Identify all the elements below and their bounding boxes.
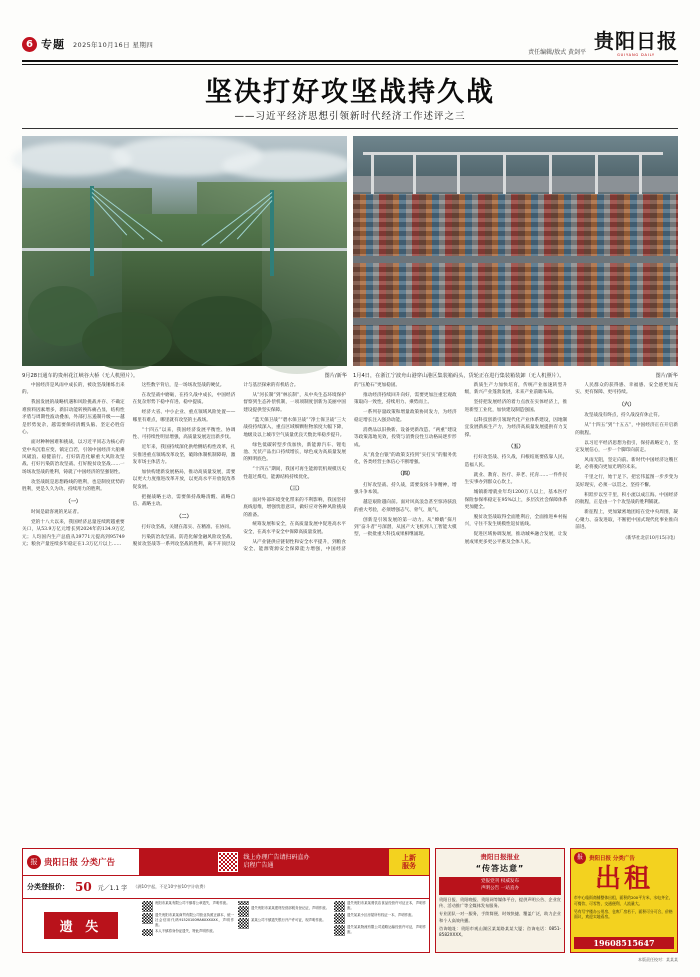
nameplate-subtitle: GUIYANG DAILY (617, 53, 655, 57)
article-paragraph: 把握战略主动，需要保持战略清醒、战略自信、战略主动。 (132, 494, 236, 508)
article-paragraph: 面对外部环境变化带来的不利影响，我国坚持底线思维，增强忧患意识，做好应对各种风险挑战的准备。 (243, 497, 346, 518)
article-subheading: （五） (508, 444, 524, 451)
article-paragraph: 以科技创新引领现代化产业体系建设，因地制宜发展新质生产力，为经济高质量发展提供有力支撑。 (464, 417, 568, 438)
article-paragraph: 积跬步以至千里，积小流以成江海。中国经济的航程，正是由一个个攻坚战的胜利铺就。 (575, 492, 678, 506)
classified-ad-title: 分类广告 (81, 858, 116, 868)
lost-notice-item (238, 906, 330, 917)
service-ad-highlight: 党报党刊 权威发布 声明公告 一站直办 (439, 877, 561, 895)
qr-code-icon[interactable] (238, 906, 249, 917)
article-paragraph: 统筹发展和安全，在高质量发展中促进高水平安全，在高水平安全中保障高质量发展。 (243, 522, 346, 535)
qr-code-icon[interactable] (334, 901, 345, 912)
headline-rule (22, 128, 678, 129)
photo-row (22, 136, 678, 379)
classified-ad-header (23, 849, 429, 876)
rate-label: 分类登报价： (27, 883, 69, 891)
article-paragraph: 新征程上，更加紧密地团结在党中央周围，凝心聚力、奋发进取，不断把中国式现代化事业推向前进。 (575, 510, 678, 530)
rental-ad-line: 另有写字楼办公用房、仓库厂房若干，面积可分可合，价格面议，欢迎实地看房。 (574, 908, 673, 920)
qr-code-icon[interactable] (238, 918, 249, 929)
classified-ad-logo (23, 849, 139, 875)
article-paragraph: 推动经济持续回升向好，需要更加注重宏观政策取向一致性，持续用力、乘势而上。 (353, 392, 457, 406)
qr-code-icon[interactable] (142, 901, 153, 912)
article-paragraph: 消费品以旧换新、设备更新改造、“两重”建设等政策落地见效，投资与消费良性互动格局逐步形成。 (353, 427, 457, 448)
article-paragraph: 促进区域协调发展，推动城乡融合发展，让发展成果更多更公平惠及全体人民。 (464, 532, 568, 545)
qr-code-icon[interactable] (218, 852, 238, 872)
article-subheading: （四） (397, 471, 414, 478)
rental-ad-header (574, 852, 674, 864)
article-paragraph: 从“真金白银”的政策支持到“实打实”的服务优化，各类经营主体信心不断增强。 (353, 452, 457, 465)
article-paragraph: 脱贫攻坚战取得全面胜利后，全面推进乡村振兴，守住不发生规模性返贫底线。 (464, 515, 568, 528)
lost-notice-text: 遗失某某物流有限公司道路运输经营许可证，声明作废。 (347, 925, 426, 934)
paper-logo-icon: 报 (27, 855, 41, 869)
article-paragraph: 攻坚战既是思想路线的胜利，也是制度优势的胜利，更是久久为功、持续用力的胜利。 (22, 479, 125, 493)
paper-logo-icon: 报 (574, 852, 586, 864)
rental-ad-source: 贵阳日报 分类广告 (589, 856, 635, 862)
rental-ad-phone[interactable]: 19608515647 (574, 937, 674, 949)
article-paragraph: 创新是引领发展的第一动力。从“嫦娥”探月到“奋斗者”号深潜，从国产大飞机到人工智能大模型，一批批重大科技成果相继涌现。 (353, 517, 457, 538)
lost-notice-item (334, 913, 426, 924)
article-paragraph: 越是艰险越向前。面对风高浪急甚至惊涛骇浪的重大考验，必须增强志气、骨气、底气。 (353, 500, 457, 513)
service-ad-line: 咨询地址：贵阳市观山湖区某某路某某大厦；咨询电话：0851-8582XXXX。 (439, 925, 561, 938)
article-paragraph: 我国发展的战略机遇和风险挑战并存、不确定难预料因素增多，新旧动能转换阵痛凸显，结构性矛盾与周期性波动叠加，外部打压遏制升级——越是形势复杂，越需要保持清醒头脑、坚定必胜信心。 (22, 400, 125, 436)
article-paragraph: 人民群众的获得感、幸福感、安全感更加充实、更有保障、更可持续。 (575, 383, 678, 396)
article-subheading: （三） (286, 486, 303, 493)
masthead-right (528, 31, 678, 57)
article-paragraph: “十四五”以来，我国经济发展平衡性、协调性、可持续性明显增强，高质量发展迈出新步伐。 (132, 427, 236, 441)
lost-notice-text: 遗失贵阳市某某餐饮店食品经营许可证正本，声明作废。 (347, 901, 426, 910)
classified-ad-logo-text: 贵阳日报 (44, 858, 79, 868)
classified-ad[interactable] (22, 848, 430, 953)
lost-notice-text: 遗失贵阳市某某商贸有限公司营业执照正副本，统一社会信用代码91520100MA6XXXXXX，声明作废。 (155, 913, 234, 927)
article-paragraph: 近年来，我国持续深化供给侧结构性改革，扎实推进重点领域改革攻坚，破除体制机制障碍，激发市场主体活力。 (132, 445, 236, 465)
classified-qr-band[interactable] (139, 849, 389, 875)
article-paragraph: 攻坚战没有终点，持久战没有休止符。 (584, 413, 663, 419)
rental-ad[interactable] (570, 848, 678, 953)
article-paragraph: 从“河长制”到“林长制”，从中央生态环境保护督察到生态补偿机制，一项项制度创新为美丽中国建设提供坚实保障。 (243, 392, 346, 413)
article-paragraph: 这些数字背后，是一场场攻坚战的硬仗。 (141, 383, 225, 388)
service-ad-line: 专业团队一对一服务，手续简便、时效快捷、覆盖广泛，助力企业和个人高效传播。 (439, 911, 561, 923)
article-paragraph: 从产业链供应链韧性和安全水平提升，到粮食安全、能源资源安全保障能力增强，中国经济的“压舱石”更加稳固。 (243, 383, 401, 553)
lost-notice-item (142, 913, 234, 928)
service-ad[interactable] (435, 848, 565, 953)
article-signature: （新华社北京10月15日电） (622, 536, 678, 542)
lost-notice-item (334, 925, 426, 936)
lost-notice-text: 遗失某某小区房屋所有权证一本，声明作废。 (347, 913, 415, 917)
page-title: 坚决打好攻坚战持久战 (205, 77, 495, 108)
lost-notice-text: 本人不慎将身份证遗失，特此声明作废。 (155, 928, 217, 933)
lost-stamp: 遗 失 (44, 912, 119, 939)
page-subtitle: ——习近平经济思想引领新时代经济工作述评之三 (234, 111, 466, 122)
rate-number: 50 (75, 880, 92, 894)
article-paragraph: 在攻坚战中磨砺，在持久战中成长，中国经济在复杂形势下稳中有进、稳中提质。 (132, 392, 236, 406)
service-ad-headline: 贵阳日报报业 (480, 853, 520, 861)
editor-credit: 责任编辑/敖式 黄剑平 (528, 49, 586, 56)
port-photo-caption: 1月4日，在浙江宁波舟山港穿山港区集装箱码头，货轮正在进行集装箱装卸（无人机照片）。 图片/新华 (353, 373, 678, 379)
article-subheading: （一） (65, 498, 82, 505)
article-paragraph: 中国经济是风雨中成长的，被攻坚战锤炼出来的。 (22, 383, 125, 396)
rental-ad-line: 市中心临街商铺整体出租，面积约200平方米，水电齐全，可餐饮、可零售，交通便利，人流量大。 (574, 895, 673, 906)
article-paragraph: 坚持把发展经济的着力点放在实体经济上，推进新型工业化，加快建设制造强国。 (464, 400, 568, 413)
article-paragraph: 打好攻坚战、持久战，归根结底要依靠人民、造福人民。 (464, 455, 568, 468)
date-line: 2025年10月16日 星期四 (73, 40, 154, 49)
nameplate-title: 贵阳日报 (594, 29, 678, 53)
qr-code-icon[interactable] (334, 925, 345, 936)
masthead-rule (22, 60, 678, 65)
article-paragraph: 风雨无阻，坚定向前。新时代中国经济这艘巨轮，必将驶向更加光明的未来。 (575, 457, 678, 471)
article-paragraph: 党的十八大以来，我国经济总量连续跨越重要关口，从53.9万亿元增长到2024年的134.9万亿元；人均国内生产总值从39771元提高到95749元；粮食产量连续多年稳定在1.3万亿斤以上…… (22, 519, 125, 548)
bridge-photo (22, 136, 347, 379)
lost-notice-list (139, 899, 429, 952)
article-paragraph: “蓝天保卫战”“碧水保卫战”“净土保卫战”三大战役持续深入，重点区域细颗粒物浓度大幅下降，地级及以上城市空气质量优良天数比率稳步提升。 (243, 417, 346, 438)
article-paragraph: 打好攻坚战、持久战，需要发扬斗争精神，增强斗争本领。 (353, 482, 457, 496)
article-paragraph: 打好攻坚战，关键在落实、在精准、在协同。 (141, 524, 234, 530)
lost-notice-text: 遗失贵阳市某某建材经营部税务登记证，声明作废。 (251, 905, 329, 910)
rate-note: （满10字起，不足10字按10字计收费） (133, 884, 208, 890)
article-paragraph: 面对种种困难和挑战，以习近平同志为核心的党中央沉着应变、镇定自若，引领中国经济大船乘风破浪、稳健前行。打好防范化解重大风险攻坚战、打好污染防治攻坚战、打好脱贫攻坚战……一场场攻坚战的胜利，铸就了中国经济的坚强韧性。 (22, 440, 125, 475)
article-paragraph: 从“十四五”到“十五五”，中国经济正在开启新的航程。 (575, 423, 678, 436)
lost-notice-header (23, 899, 139, 952)
nameplate (594, 31, 678, 57)
classified-qr-lines: 线上办理广告请扫码直办 启程广告通 (243, 853, 310, 869)
article-paragraph: 绿色低碳转型步伐加快，新能源汽车、锂电池、光伏产品出口持续增长，绿色成为高质量发展的鲜明底色。 (243, 442, 346, 463)
rental-ad-title: 出租 (594, 864, 653, 894)
bridge-photo-caption: 9月28日通车的贵州花江峡谷大桥（无人机照片）。 图片/新华 (22, 373, 347, 379)
article-paragraph: 千里之行，始于足下。把宏伟蓝图一步步变为美好现实，必须一以贯之、坚持不懈。 (575, 475, 678, 488)
article-paragraph: “十四五”期间，我国可再生能源装机规模历史性超过煤电，能源结构持续优化。 (243, 467, 346, 480)
article-paragraph: 以习近平经济思想为指引，保持战略定力，坚定发展信心，一步一个脚印向前走。 (575, 440, 678, 454)
classified-rate-row (23, 876, 429, 899)
lost-notice-item (334, 901, 426, 912)
masthead (22, 30, 678, 58)
article-paragraph: 就业、教育、医疗、养老、托育……一件件民生实事办到群众心坎上。 (464, 472, 568, 486)
article-paragraph: 新质生产力加快培育，传统产业加速转型升级，新兴产业蓬勃发展，未来产业前瞻布局。 (464, 383, 568, 396)
advertisement-row (22, 848, 678, 953)
lost-notice-item (142, 901, 234, 912)
lost-notice-text: 贵阳市某某有限公司不慎将公章遗失，声明作废。 (155, 901, 230, 905)
article-body (22, 382, 678, 840)
article-paragraph: 污染防治攻坚战、防范化解金融风险攻坚战、脱贫攻坚战等一系列攻坚战的胜利，离不开顶层设计与基层探索的有机结合。 (132, 383, 299, 548)
article-subheading: （二） (176, 513, 192, 520)
rate-unit: 元／1.1 字 (97, 884, 128, 892)
article-paragraph: 经济大省、中小企业、重点领域风险处置——哪里有难点，哪里就有攻坚的主战场。 (132, 410, 236, 423)
service-ad-headline-secondary: “传答达意” (475, 864, 525, 873)
article-paragraph: 城镇新增就业年均1200万人以上，基本医疗保险参保率稳定在95%以上，多层次社会保障体系更加健全。 (464, 490, 568, 511)
footer-note: 本版责任校对：某某某 (638, 957, 678, 962)
article-paragraph: 一系列存量政策和增量政策协同发力，为经济稳定增长注入强劲动能。 (353, 410, 457, 423)
lost-notice-text: 某某公司不慎遗失银行开户许可证，现声明作废。 (251, 917, 326, 922)
page-number-badge: 6 (22, 37, 37, 52)
article-paragraph: 时间是最客观的见证者。 (31, 510, 82, 516)
section-label: 专题 (41, 38, 65, 51)
new-service-badge: 上新 服务 (389, 849, 429, 875)
classified-ad-body (23, 899, 429, 952)
qr-code-icon[interactable] (142, 913, 153, 924)
article-paragraph: 加快构建新发展格局，推动高质量发展，需要以更大力度推进改革开放，以更高水平开放促改革促发展。 (132, 469, 236, 490)
lost-notice-item (238, 918, 330, 929)
qr-code-icon[interactable] (334, 913, 345, 924)
article-subheading: （六） (618, 401, 635, 408)
port-photo (353, 136, 678, 379)
service-ad-line: 贵阳日报、贵阳晚报、贵阳网等媒体平台，提供声明公告、企业宣传、活动推广等全媒体发布服务。 (439, 896, 561, 909)
